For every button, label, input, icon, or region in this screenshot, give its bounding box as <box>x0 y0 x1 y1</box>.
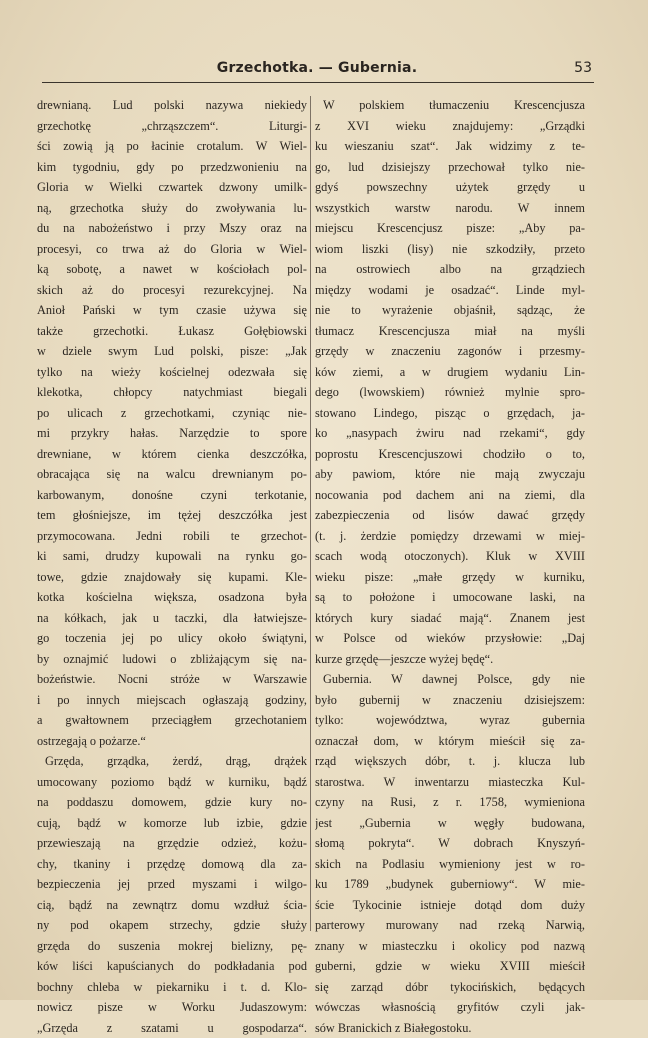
text-line: by oznajmić ludowi o zbliżającym się na- <box>37 649 307 670</box>
text-line: sów Branickich z Białegostoku. <box>315 1018 585 1038</box>
text-line: tłumacz Krescencjusza miał na myśli <box>315 321 585 342</box>
text-line: ko „nasypach żwiru nad rzekami“, gdy <box>315 423 585 444</box>
text-line: ku 1789 „budynek guberniowy“. W mie- <box>315 874 585 895</box>
text-line: nocowania pod dachem ani na ziemi, dla <box>315 485 585 506</box>
text-line: przewieszają na grzędzie odzież, kożu- <box>37 833 307 854</box>
text-line: ki sami, drudzy kupowali na rynku go- <box>37 546 307 567</box>
text-line: ście Tykocinie istnieje dotąd dom duży <box>315 895 585 916</box>
text-line: Grzęda, grządka, żerdź, drąg, drążek <box>37 751 307 772</box>
text-line: na poddaszu domowem, gdzie kury no- <box>37 792 307 813</box>
text-line: bezpieczenia jej przed myszami i wilgo- <box>37 874 307 895</box>
text-line: oznaczał dom, w którym mieścił się za- <box>315 731 585 752</box>
text-line: z XVI wieku znajdujemy: „Grządki <box>315 116 585 137</box>
text-line: Gubernia. W dawnej Polsce, gdy nie <box>315 669 585 690</box>
text-line: towe, gdzie znajdowały się kupami. Kle- <box>37 567 307 588</box>
text-line: rząd większych dóbr, t. j. klucza lub <box>315 751 585 772</box>
text-line: na kółkach, jak u taczki, dla łatwiejsze- <box>37 608 307 629</box>
text-line: miejscu Krescencjusz pisze: „Aby pa- <box>315 218 585 239</box>
text-line: słomą pokryta“. W dobrach Knyszyń- <box>315 833 585 854</box>
text-line: guberni, gdzie w wieku XVIII mieścił <box>315 956 585 977</box>
text-line: W polskiem tłumaczeniu Krescencjusza <box>315 95 585 116</box>
text-line: wówczas własnością gryfitów czyli jak- <box>315 997 585 1018</box>
text-line: scach wodą otoczonych). Kluk w XVIII <box>315 546 585 567</box>
text-line: go, lud dzisiejszy przechował tylko nie- <box>315 157 585 178</box>
text-line: ku wieszaniu szat“. Jak widzimy z te- <box>315 136 585 157</box>
text-line: kurze grzędę—jeszcze wyżej będę“. <box>315 649 585 670</box>
text-line: wszystkich warstw narodu. W innem <box>315 198 585 219</box>
left-column <box>37 95 307 1038</box>
text-line: drewnianą. Lud polski nazywa niekiedy <box>37 95 307 116</box>
column-divider <box>310 96 311 931</box>
text-line: przymocowana. Jedni robili te grzechot- <box>37 526 307 547</box>
text-line: między wodami je osadzać“. Linde myl- <box>315 280 585 301</box>
text-line: nowicz pisze w Worku Judaszowym: <box>37 997 307 1018</box>
text-line: mi przykry hałas. Narzędzie to spore <box>37 423 307 444</box>
text-line: wieku pisze: „małe grzędy w kurniku, <box>315 567 585 588</box>
text-line: ną, grzechotka służy do zwoływania lu- <box>37 198 307 219</box>
text-line: Gloria w Wielki czwartek dzwony umilk- <box>37 177 307 198</box>
text-line: ści zowią ją po łacinie crotalum. W Wiel- <box>37 136 307 157</box>
text-line: karbowanym, donośne czyni terkotanie, <box>37 485 307 506</box>
text-line: cią, bądź na zewnątrz domu wzdłuż ścia- <box>37 895 307 916</box>
text-line: są to położone i umocowane laski, na <box>315 587 585 608</box>
text-line: aby pawiom, które nie mają zwyczaju <box>315 464 585 485</box>
text-line: procesyi, co trwa aż do Gloria w Wiel- <box>37 239 307 260</box>
text-line: także grzechotki. Łukasz Gołębiowski <box>37 321 307 342</box>
text-line: na ostrowiech albo na grządziech <box>315 259 585 280</box>
text-line: poprostu Krescencjuszowi chodziło o to, <box>315 444 585 465</box>
text-line: kim tygodniu, gdy po przedzwonieniu na <box>37 157 307 178</box>
page-header <box>42 58 592 80</box>
text-line: go toczenia jej po ulicy około świątyni, <box>37 628 307 649</box>
text-line: klekotka, chłopcy natychmiast biegali <box>37 382 307 403</box>
text-line: ków liści kapuścianych do podkładania pod <box>37 956 307 977</box>
text-line: było gubernij w znaczeniu dzisiejszem: <box>315 690 585 711</box>
text-line: grzędy w znaczeniu zagonów i przesmy- <box>315 341 585 362</box>
text-line: po ulicach z grzechotkami, czyniąc nie- <box>37 403 307 424</box>
text-line: ostrzegają o pożarze.“ <box>37 731 307 752</box>
page-number: 53 <box>574 60 592 76</box>
text-line: chy, tkaniny i przędzę domową dla za- <box>37 854 307 875</box>
text-line: ny pod okapem strzechy, gdzie służy <box>37 915 307 936</box>
text-line: Anioł Pański w tym czasie używa się <box>37 300 307 321</box>
text-line: kotka kościelna większa, osadzona była <box>37 587 307 608</box>
text-line: du na nabożeństwo i przy Mszy oraz na <box>37 218 307 239</box>
text-line: cują, bądź w komorze lub izbie, gdzie <box>37 813 307 834</box>
text-line: skich na Podlasiu wymieniony jest w ro- <box>315 854 585 875</box>
text-line: gdyś powszechny użytek grzędy u <box>315 177 585 198</box>
text-line: bochny chleba w piekarniku i t. d. Klo- <box>37 977 307 998</box>
text-line: „Grzęda z szatami u gospodarza“. <box>37 1018 307 1038</box>
text-line: parterowy murowany nad rzeką Narwią, <box>315 915 585 936</box>
text-line: tem głośniejsze, im tężej deszczółka jest <box>37 505 307 526</box>
text-line: starostwa. W inwentarzu miasteczka Kul- <box>315 772 585 793</box>
text-line: grzęda do suszenia mokrej bielizny, pę- <box>37 936 307 957</box>
text-line: zabezpieczenia od lisów dawać grzędy <box>315 505 585 526</box>
text-line: obracająca się na walcu drewnianym po- <box>37 464 307 485</box>
text-line: nie to wyrażenie objaśnił, sądząc, że <box>315 300 585 321</box>
text-line: się zarząd dóbr tykocińskich, będących <box>315 977 585 998</box>
text-line: umocowany poziomo bądź w kurniku, bądź <box>37 772 307 793</box>
text-line: skich aż do procesyi rezurekcyjnej. Na <box>37 280 307 301</box>
text-line: tylko na wieży kościelnej odezwała się <box>37 362 307 383</box>
text-line: grzechotkę „chrząszczem“. Liturgi- <box>37 116 307 137</box>
text-line: ką sobotę, a nawet w kościołach pol- <box>37 259 307 280</box>
text-line: których kury siadać mają“. Znanem jest <box>315 608 585 629</box>
text-line: wiom liszki (lisy) nie szkodziły, przeto <box>315 239 585 260</box>
text-line: i po innych miejscach ogłaszają godziny, <box>37 690 307 711</box>
text-line: drewniane, w którem cienka deszczółka, <box>37 444 307 465</box>
header-rule <box>42 82 594 83</box>
text-line: znany w miasteczku i okolicy pod nazwą <box>315 936 585 957</box>
text-line: tylko: województwa, wyraz gubernia <box>315 710 585 731</box>
text-line: ków ziemi, a w drugiem wydaniu Lin- <box>315 362 585 383</box>
text-line: a gwałtownem przeciągłem grzechotaniem <box>37 710 307 731</box>
text-line: stowano Lindego, pisząc o grzędach, ja- <box>315 403 585 424</box>
text-line: (t. j. żerdzie pomiędzy drzewami w miej- <box>315 526 585 547</box>
text-line: w Polsce od wieków przysłowie: „Daj <box>315 628 585 649</box>
text-line: czyny na Rusi, z r. 1758, wymieniona <box>315 792 585 813</box>
text-line: jest „Gubernia w węgły budowana, <box>315 813 585 834</box>
text-line: dego (lwowskiem) również mylnie spro- <box>315 382 585 403</box>
text-line: w dziele swym Lud polski, pisze: „Jak <box>37 341 307 362</box>
right-column <box>315 95 585 1038</box>
running-head: Grzechotka. — Gubernia. <box>42 60 592 76</box>
text-line: bożeństwie. Nocni stróże w Warszawie <box>37 669 307 690</box>
